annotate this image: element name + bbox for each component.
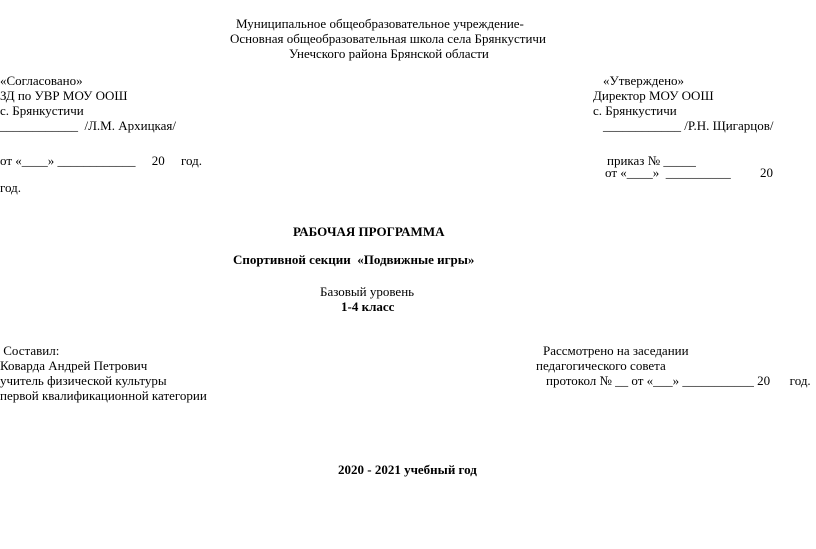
agreed-title: «Согласовано» [0,73,83,88]
author-label: Составил: [0,343,60,358]
approved-title: «Утверждено» [603,73,685,88]
approved-place: с. Брянкустичи [593,103,677,118]
author-position: учитель физической культуры [0,373,167,388]
approved-position: Директор МОУ ООШ [593,88,714,103]
program-title: РАБОЧАЯ ПРОГРАММА [293,224,445,239]
approved-date: от «____» __________ 20 [605,165,774,180]
program-grades: 1-4 класс [341,299,395,314]
review-line-1: Рассмотрено на заседании [543,343,689,358]
agreed-position: ЗД по УВР МОУ ООШ [0,88,128,103]
approved-order: приказ № _____ [607,153,696,168]
agreed-date: от «____» ____________ 20 год. [0,153,203,168]
agreed-signature: ____________ /Л.М. Архицкая/ [0,118,177,133]
review-protocol: протокол № __ от «___» ___________ 20 год. [546,373,811,388]
author-name: Коварда Андрей Петрович [0,358,148,373]
review-line-2: педагогического совета [536,358,666,373]
agreed-place: с. Брянкустичи [0,103,84,118]
school-name-line-2: Основная общеобразовательная школа села Брянкустичи [230,31,546,46]
academic-year: 2020 - 2021 учебный год [338,462,477,477]
approved-date-year: год. [0,180,21,195]
school-district-line: Унечского района Брянской области [289,46,489,61]
author-category: первой квалификационной категории [0,388,207,403]
school-name-line-1: Муниципальное общеобразовательное учреждение- [236,16,524,31]
approved-signature: ____________ /Р.Н. Щигарцов/ [603,118,774,133]
program-subtitle: Спортивной секции «Подвижные игры» [233,252,475,267]
program-level: Базовый уровень [320,284,415,299]
